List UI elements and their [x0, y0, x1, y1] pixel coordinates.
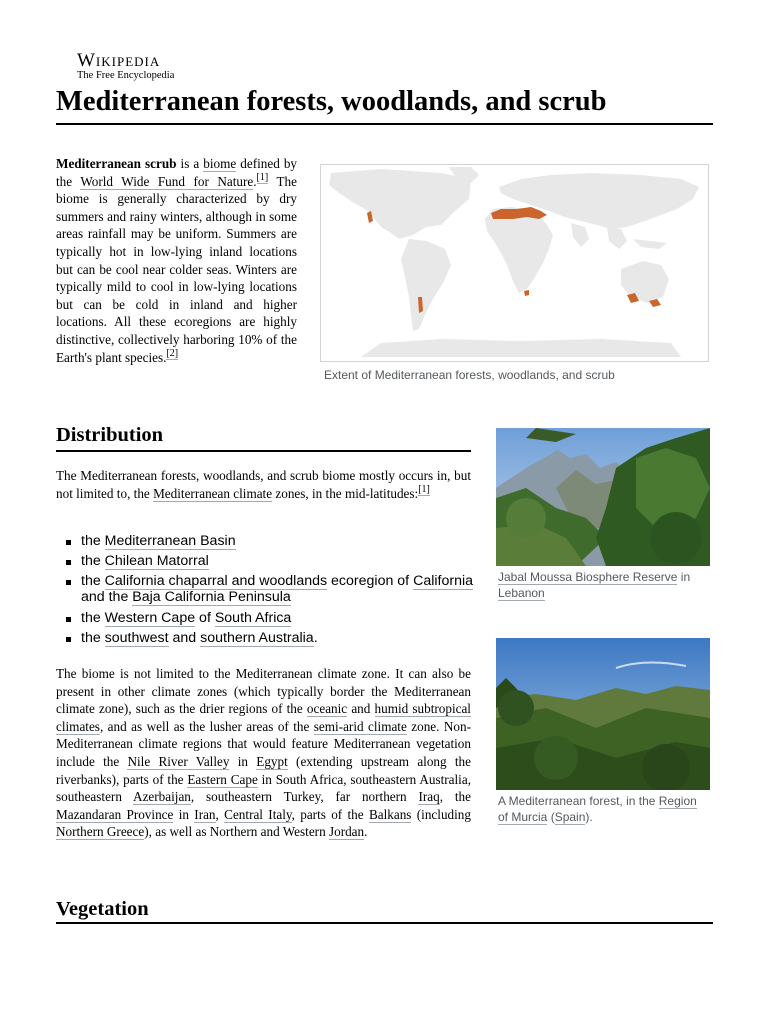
distribution-intro: The Mediterranean forests, woodlands, and scrub biome mostly occurs in, but not limited to, the Mediterranean climate zones, in the mid-latitudes:[1]: [56, 468, 471, 501]
intro-bold-term: Mediterranean scrub: [56, 156, 177, 171]
list-item: the southwest and southern Australia.: [56, 630, 476, 646]
page-title: Mediterranean forests, woodlands, and scrub: [56, 86, 607, 117]
link-balkans[interactable]: Balkans: [368, 806, 412, 822]
title-divider: [56, 123, 713, 125]
list-item: the California chaparral and woodlands ecoregion of California and the Baja California Peninsula: [56, 573, 476, 606]
link-semi-arid[interactable]: semi-arid climate: [313, 718, 407, 734]
link-biome[interactable]: biome: [203, 156, 237, 171]
heading-distribution: Distribution: [56, 424, 164, 446]
link-california-chaparral[interactable]: California chaparral and woodlands: [104, 573, 328, 590]
landscape-image-1: [496, 428, 710, 566]
link-mediterranean-climate[interactable]: Mediterranean climate: [153, 485, 273, 501]
wikipedia-logo[interactable]: [77, 52, 174, 82]
distribution-divider: [56, 450, 471, 452]
link-western-cape[interactable]: Western Cape: [104, 609, 196, 626]
logo-title: Wikipedia: [77, 50, 161, 71]
photo1-caption: Jabal Moussa Biosphere Reserve in Lebanon: [498, 570, 691, 600]
distribution-list: [56, 533, 476, 650]
link-humid-subtropical[interactable]: humid subtropical climates: [56, 701, 471, 734]
ref-1[interactable]: [1]: [256, 172, 269, 184]
list-item: the Western Cape of South Africa: [56, 610, 476, 626]
link-california[interactable]: California: [413, 573, 474, 590]
link-region-of-murcia[interactable]: Region of Murcia: [498, 794, 697, 824]
link-northern-greece[interactable]: Northern Greece: [56, 824, 145, 840]
link-baja-california[interactable]: Baja California Peninsula: [132, 589, 291, 606]
photo2-caption: A Mediterranean forest, in the Region of Murcia (Spain).: [498, 794, 697, 824]
link-spain[interactable]: Spain: [554, 810, 586, 824]
intro-paragraph: Mediterranean scrub is a biome defined by the World Wide Fund for Nature.[1] The biome is generally characterized by dry summers and rainy winters, although in some areas rainfall may be uniform. Summers are typically hot in low-lying inland locations but can be cool near colder seas. Winters are typically mild to cool in low-lying locations but can be cold in inland and higher locations. All these ecoregions are highly distinctive, collectively harboring 10% of the Earth's plant species.[2]: [56, 156, 298, 365]
link-egypt[interactable]: Egypt: [256, 753, 288, 769]
link-eastern-cape[interactable]: Eastern Cape: [187, 771, 258, 787]
link-lebanon[interactable]: Lebanon: [498, 586, 545, 600]
link-iran[interactable]: Iran: [194, 806, 216, 822]
ref-2[interactable]: [2]: [166, 348, 179, 360]
link-mediterranean-basin[interactable]: Mediterranean Basin: [104, 533, 236, 549]
link-mazandaran[interactable]: Mazandaran Province: [56, 806, 174, 822]
link-central-italy[interactable]: Central Italy: [224, 806, 292, 822]
list-item: the Mediterranean Basin: [56, 533, 476, 549]
link-jordan[interactable]: Jordan: [328, 824, 365, 840]
link-southwest[interactable]: southwest: [104, 629, 169, 646]
link-southern-australia[interactable]: southern Australia: [200, 629, 314, 646]
link-iraq[interactable]: Iraq: [418, 789, 440, 805]
world-map-svg: [321, 165, 708, 361]
link-nile[interactable]: Nile River Valley: [127, 753, 230, 769]
link-jabal-moussa[interactable]: Jabal Moussa Biosphere Reserve: [498, 570, 678, 584]
photo-jabal-moussa[interactable]: [496, 428, 710, 566]
link-azerbaijan[interactable]: Azerbaijan: [133, 789, 191, 805]
ref-1b[interactable]: [1]: [418, 484, 430, 496]
link-wwf[interactable]: World Wide Fund for Nature: [80, 173, 254, 189]
map-caption: Extent of Mediterranean forests, woodlands, and scrub: [324, 368, 615, 382]
link-chilean-matorral[interactable]: Chilean Matorral: [104, 553, 209, 570]
landscape-image-2: [496, 638, 710, 790]
vegetation-divider: [56, 922, 713, 924]
list-item: the Chilean Matorral: [56, 553, 476, 569]
extent-map[interactable]: [320, 164, 709, 362]
link-oceanic[interactable]: oceanic: [306, 701, 348, 717]
photo-murcia-forest[interactable]: [496, 638, 710, 790]
link-south-africa[interactable]: South Africa: [214, 609, 292, 626]
logo-subtitle: The Free Encyclopedia: [77, 70, 175, 81]
distribution-body: The biome is not limited to the Mediterranean climate zone. It can also be present in other climate zones (which typically border the Mediterranean climate zone), such as the drier regions of the oceanic and humid subtropical climates, and as well as the lusher areas of the semi-arid climate zone. Non-Mediterranean climate regions that would feature Mediterranean vegetation include the Nile River Valley in Egypt (extending upstream along the riverbanks), parts of the Eastern Cape in South Africa, southeastern Australia, southeastern Azerbaijan, southeastern Turkey, far northern Iraq, the Mazandaran Province in Iran, Central Italy, parts of the Balkans (including Northern Greece), as well as Northern and Western Jordan.: [56, 666, 471, 840]
heading-vegetation: Vegetation: [56, 898, 149, 920]
